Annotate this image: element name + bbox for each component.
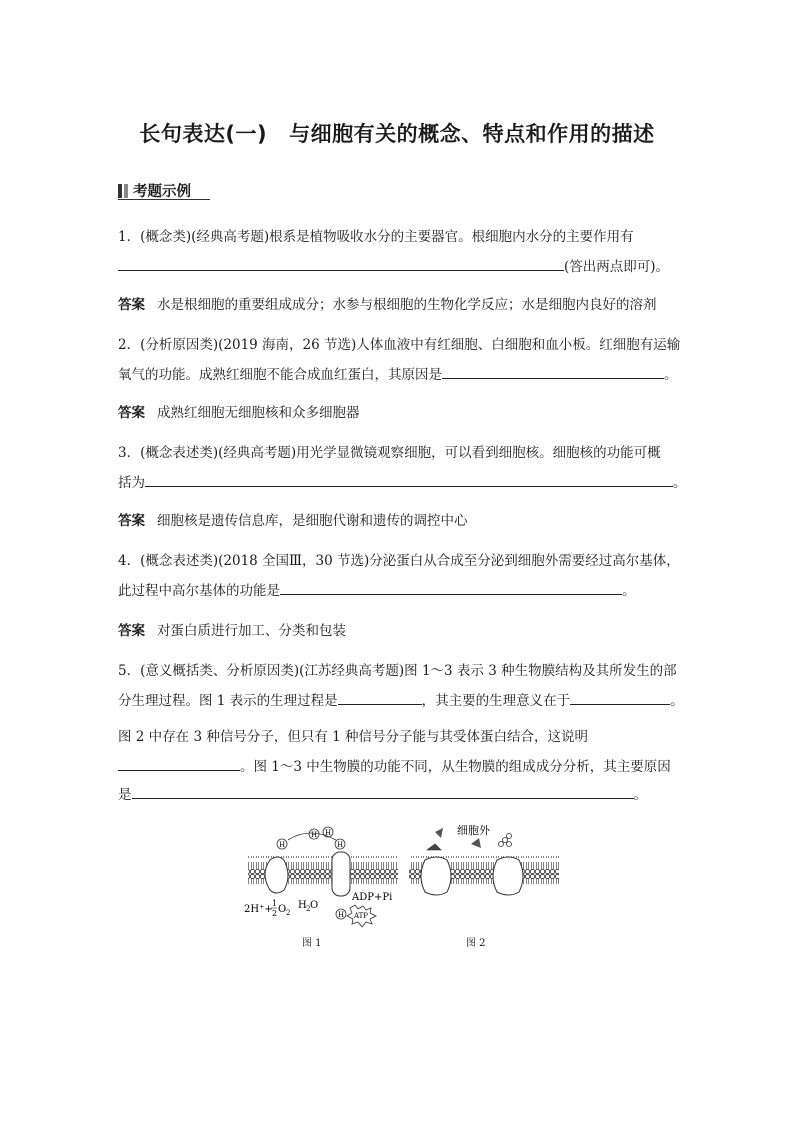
q2-line2 bbox=[118, 364, 688, 384]
fig1-proton-2-label: H bbox=[310, 831, 318, 839]
q4-line2 bbox=[118, 580, 688, 600]
q5-line5-end: 。 bbox=[633, 787, 647, 803]
fig1-h2o-sub: 2 bbox=[306, 905, 311, 913]
q5-blank-4[interactable] bbox=[132, 784, 634, 799]
q3-line2-start: 括为 bbox=[118, 475, 145, 491]
q1-answer-text: 水是根细胞的重要组成成分；水参与根细胞的生物化学反应；水是细胞内良好的溶剂 bbox=[157, 297, 657, 313]
q1-line2 bbox=[118, 256, 688, 276]
fig2-receptor-right bbox=[493, 857, 523, 895]
q3-line1: 3．(概念表述类)(经典高考题)用光学显微镜观察细胞，可以看到细胞核。细胞核的功能可概 bbox=[118, 445, 661, 461]
fig2-signal-3-c bbox=[507, 834, 512, 839]
q5-line1: 5．(意义概括类、分析原因类)(江苏经典高考题)图 1～3 表示 3 种生物膜结构及其所发生的部 bbox=[118, 663, 677, 679]
fig2-signal-3-b bbox=[503, 838, 508, 843]
section-marker-icon bbox=[118, 184, 122, 198]
answer-tag: 答案 bbox=[118, 297, 145, 313]
fig1-frac-den: 2 bbox=[272, 909, 278, 918]
q4-answer-text: 对蛋白质进行加工、分类和包装 bbox=[157, 623, 346, 639]
fig1-h2o-o: O bbox=[310, 900, 319, 911]
answer-tag: 答案 bbox=[118, 405, 145, 421]
answer-tag: 答案 bbox=[118, 623, 145, 639]
fig1-h2o-h: H bbox=[298, 900, 307, 911]
fig1-adp-label: ADP+Pi bbox=[352, 892, 393, 903]
q2-answer bbox=[118, 404, 688, 422]
answer-tag: 答案 bbox=[118, 513, 145, 529]
q3-answer-text: 细胞核是遗传信息库，是细胞代谢和遗传的调控中心 bbox=[157, 513, 468, 529]
fig2-signal-1 bbox=[435, 828, 443, 838]
q5-line4 bbox=[118, 756, 688, 776]
q1-line1: 1．(概念类)(经典高考题)根系是植物吸收水分的主要器官。根细胞内水分的主要作用有 bbox=[118, 229, 634, 245]
fig2-signal-3-a bbox=[499, 842, 504, 847]
q4-line2-start: 此过程中高尔基体的功能是 bbox=[118, 583, 280, 599]
section-marker-icon-light bbox=[124, 184, 128, 198]
fig1-proton-3-label: H bbox=[324, 829, 332, 837]
fig2-signal-3-d bbox=[507, 842, 512, 847]
q5-line5-start: 是 bbox=[118, 787, 132, 803]
fig1-o2-sub: 2 bbox=[286, 909, 291, 917]
fig2-signal-2 bbox=[471, 838, 481, 848]
q3-line2-end: 。 bbox=[673, 475, 687, 491]
figure-1-caption: 图 1 bbox=[302, 938, 322, 949]
fig1-frac-num: 1 bbox=[272, 899, 278, 908]
q4-answer bbox=[118, 622, 688, 640]
fig2-outside-label: 细胞外 bbox=[457, 824, 490, 837]
fig1-o2: O bbox=[278, 904, 287, 915]
q4-line1: 4．(概念表述类)(2018 全国Ⅲ，30 节选)分泌蛋白从合成至分泌到细胞外需要经过高尔基体， bbox=[118, 553, 680, 569]
fig1-proton-5-label: H bbox=[337, 911, 345, 919]
q5-line2-end: 。 bbox=[670, 693, 684, 709]
fig1-reaction-prefix: 2H⁺+ bbox=[244, 904, 273, 915]
q3-line2 bbox=[118, 472, 688, 492]
q5-line3: 图 2 中存在 3 种信号分子，但只有 1 种信号分子能与其受体蛋白结合，这说明 bbox=[118, 729, 589, 745]
section-underline bbox=[118, 199, 210, 200]
q4-line2-end: 。 bbox=[622, 583, 636, 599]
q1-line2-end: (答出两点即可)。 bbox=[564, 259, 670, 275]
q2-line2-start: 氧气的功能。成熟红细胞不能合成血红蛋白，其原因是 bbox=[118, 367, 442, 383]
figure-2-caption: 图 2 bbox=[466, 938, 486, 949]
q2-blank[interactable] bbox=[442, 364, 664, 379]
fig1-proton-1-label: H bbox=[278, 841, 286, 849]
fig1-proton-4-label: H bbox=[336, 841, 344, 849]
q5-line2-a: 分生理过程。图 1 表示的生理过程是 bbox=[118, 693, 338, 709]
q1-blank[interactable] bbox=[118, 256, 564, 271]
fig1-atp-label: ATP bbox=[353, 912, 369, 920]
q5-blank-1[interactable] bbox=[338, 690, 422, 705]
figure-1-diagram bbox=[240, 818, 400, 930]
q5-line4-b: 。图 1～3 中生物膜的功能不同，从生物膜的组成成分分析，其主要原因 bbox=[240, 759, 671, 775]
q2-line1: 2．(分析原因类)(2019 海南，26 节选)人体血液中有红细胞、白细胞和血小板。红细胞有运输 bbox=[118, 337, 681, 353]
q2-answer-text: 成熟红细胞无细胞核和众多细胞器 bbox=[157, 405, 360, 421]
q5-line2 bbox=[118, 690, 688, 710]
q4-blank[interactable] bbox=[280, 580, 622, 595]
section-label: 考题示例 bbox=[133, 184, 191, 200]
q1-answer bbox=[118, 296, 688, 314]
q3-answer bbox=[118, 512, 688, 530]
figure-2-diagram bbox=[405, 818, 565, 930]
fig2-signal-bound bbox=[427, 844, 441, 850]
q5-line5 bbox=[118, 784, 688, 804]
fig2-receptor-left bbox=[421, 857, 451, 895]
section-header bbox=[118, 180, 191, 201]
title-sub: 与细胞有关的概念、特点和作用的描述 bbox=[289, 122, 655, 146]
q2-line2-end: 。 bbox=[664, 367, 678, 383]
fig1-protein-left bbox=[265, 857, 288, 893]
q5-line2-b: ，其主要的生理意义在于 bbox=[421, 693, 571, 709]
page-title bbox=[0, 118, 794, 148]
q5-blank-3[interactable] bbox=[118, 756, 240, 771]
q3-blank[interactable] bbox=[145, 472, 673, 487]
q5-blank-2[interactable] bbox=[570, 690, 670, 705]
title-main: 长句表达(一) bbox=[139, 122, 268, 146]
fig1-protein-right bbox=[332, 852, 350, 896]
